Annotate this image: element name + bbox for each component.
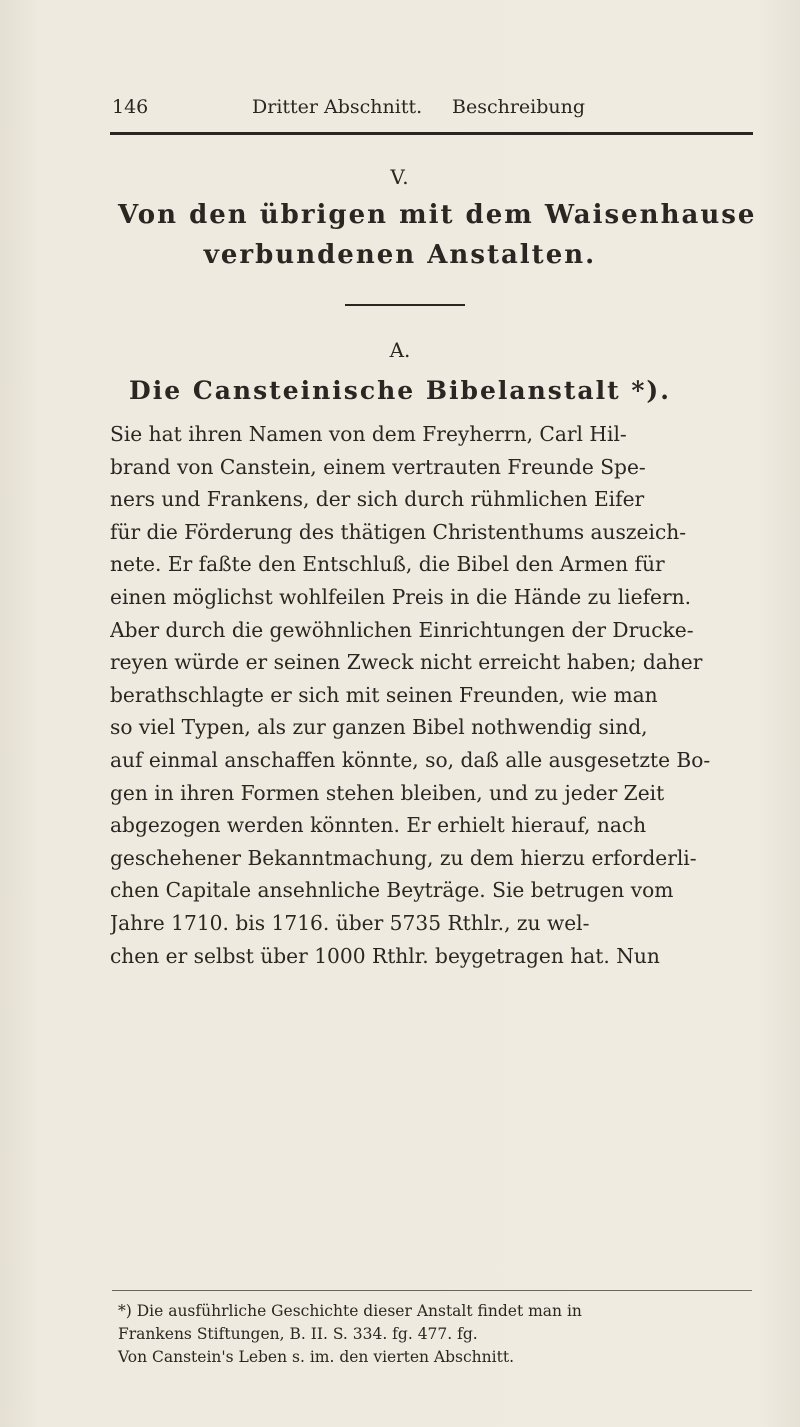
body-line: für die Förderung des thätigen Christenthums auszeich- bbox=[110, 519, 687, 544]
body-line: Sie hat ihren Namen von dem Freyherrn, Carl Hil- bbox=[110, 422, 627, 446]
header-section: Dritter Abschnitt. bbox=[252, 96, 423, 118]
body-text bbox=[110, 418, 760, 972]
body-line: abgezogen werden könnten. Er erhielt hierauf, nach bbox=[110, 813, 647, 838]
body-line: einen möglichst wohlfeilen Preis in die Hände zu liefern. bbox=[110, 584, 692, 609]
footnote-rule bbox=[112, 1290, 752, 1291]
footnote-line: Frankens Stiftungen, B. II. S. 334. fg. 477. fg. bbox=[118, 1325, 478, 1343]
title-divider bbox=[345, 304, 465, 306]
header-rule bbox=[110, 132, 753, 135]
body-line: geschehener Bekanntmachung, zu dem hierzu erforderli- bbox=[110, 845, 697, 870]
chapter-title-line2: verbundenen Anstalten. bbox=[203, 240, 597, 270]
header-topic: Beschreibung bbox=[452, 96, 586, 118]
chapter-title-line1: Von den übrigen mit dem Waisenhause bbox=[118, 200, 757, 230]
body-line: brand von Canstein, einem vertrauten Freunde Spe- bbox=[110, 454, 646, 479]
body-line: chen er selbst über 1000 Rthlr. beygetragen hat. Nun bbox=[110, 943, 660, 968]
body-line: Aber durch die gewöhnlichen Einrichtungen der Drucke- bbox=[110, 617, 694, 642]
body-line: auf einmal anschaffen könnte, so, daß alle ausgesetzte Bo- bbox=[110, 747, 711, 772]
footnote-line: *) Die ausführliche Geschichte dieser Anstalt findet man in bbox=[118, 1302, 582, 1320]
footnote-line: Von Canstein's Leben s. im. den vierten Abschnitt. bbox=[118, 1348, 514, 1366]
footnote bbox=[118, 1300, 758, 1369]
body-line: chen Capitale ansehnliche Beyträge. Sie betrugen vom bbox=[110, 878, 674, 903]
body-line: berathschlagte er sich mit seinen Freunden, wie man bbox=[110, 682, 658, 707]
body-line: ners und Frankens, der sich durch rühmlichen Eifer bbox=[110, 487, 645, 512]
subsection-title: Die Cansteinische Bibelanstalt *). bbox=[129, 376, 671, 405]
body-line: nete. Er faßte den Entschluß, die Bibel den Armen für bbox=[110, 552, 665, 577]
body-line: so viel Typen, als zur ganzen Bibel nothwendig sind, bbox=[110, 715, 648, 740]
subsection-label: A. bbox=[389, 338, 411, 362]
body-line: gen in ihren Formen stehen bleiben, und zu jeder Zeit bbox=[110, 780, 665, 805]
body-line: Jahre 1710. bis 1716. über 5735 Rthlr., zu wel- bbox=[110, 910, 590, 935]
chapter-numeral: V. bbox=[390, 165, 410, 189]
running-header bbox=[112, 96, 752, 126]
body-line: reyen würde er seinen Zweck nicht erreicht haben; daher bbox=[110, 650, 703, 675]
page-number: 146 bbox=[112, 96, 149, 118]
